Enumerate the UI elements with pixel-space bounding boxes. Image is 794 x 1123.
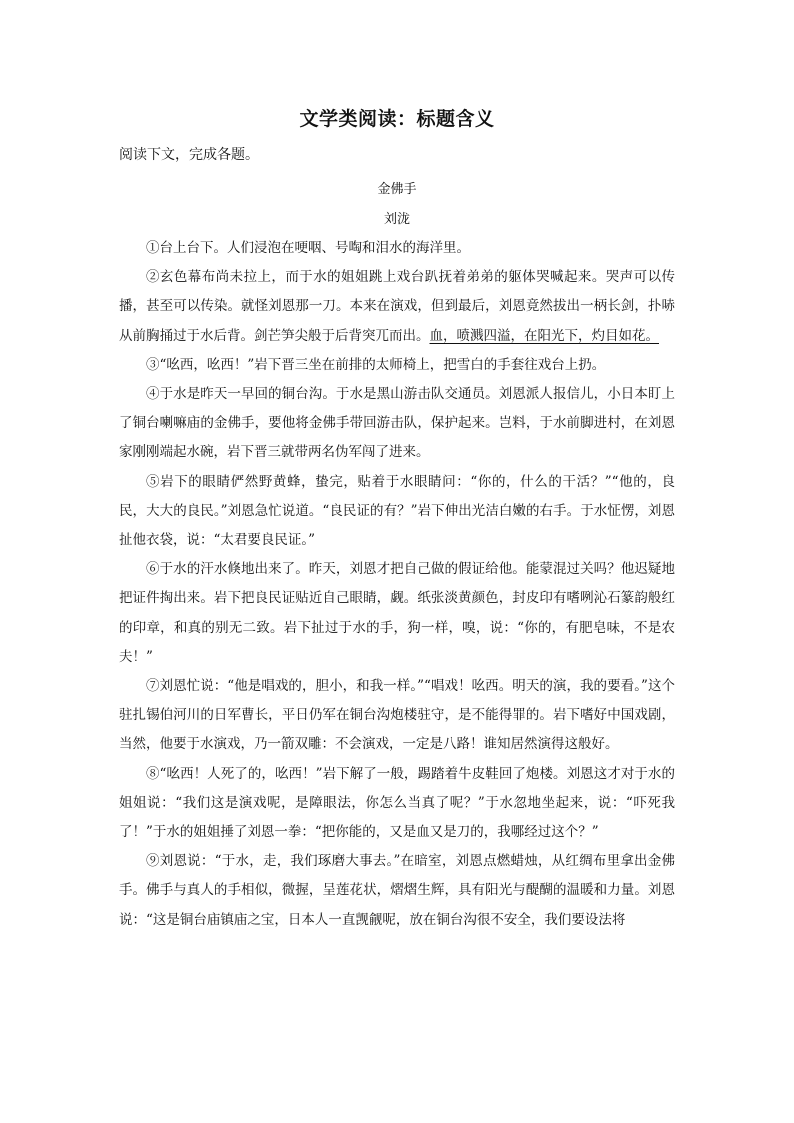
story-title: 金佛手 — [377, 182, 417, 197]
paragraph-8: ⑧“吆西！人死了的，吆西！”岩下解了一般，踢踏着牛皮鞋回了炮楼。刘恩这才对于水的姐姐说：“我们这是演戏呢，是障眼法，你怎么当真了呢？”于水忽地坐起来，说：“吓死我了！”于水的姐姐捶了刘恩一拳：“把你能的，又是血又是刀的，我哪经过这个？” — [119, 765, 675, 841]
paragraph-5: ⑤岩下的眼睛俨然野黄蜂，蛰完，贴着于水眼睛问：“你的，什么的干活？”“他的，良民，大大的良民。”刘恩急忙说道。“良民证的有？”岩下伸出光洁白嫩的右手。于水怔愣，刘恩扯他衣袋，说：“太君要良民证。” — [119, 473, 675, 549]
paragraph-6: ⑥于水的汗水倏地出来了。昨天，刘恩才把自己做的假证给他。能蒙混过关吗？他迟疑地把证件掏出来。岩下把良民证贴近自己眼睛，觑。纸张淡黄颜色，封皮印有嗜咧沁石篆韵般红的印章，和真的别无二致。岩下扯过于水的手，狗一样，嗅，说：“你的，有肥皂味，不是农夫！” — [119, 561, 675, 665]
page-title: 文学类阅读：标题含义 — [299, 108, 495, 130]
story-body — [119, 234, 675, 935]
paragraph-7: ⑦刘恩忙说：“他是唱戏的，胆小，和我一样。”“唱戏！吆西。明天的演，我的要看。”这个驻扎锡伯河川的日军曹长，平日仍军在铜台沟炮楼驻守，是不能得罪的。岩下嗜好中国戏剧，当然，他要于水演戏，乃一箭双雕：不会演戏，一定是八路！谁知居然演得这般好。 — [119, 678, 675, 753]
underlined-sentence: 血，喷溅四溢，在阳光下，灼目如花。 — [429, 327, 659, 344]
instruction-text: 阅读下文，完成各题。 — [119, 147, 259, 163]
paragraph-4: ④于水是昨天一早回的铜台沟。于水是黑山游击队交通员。刘恩派人报信儿，小日本盯上了铜台喇嘛庙的金佛手，要他将金佛手带回游击队，保护起来。岂料，于水前脚进村，在刘恩家刚刚端起水碗，岩下晋三就带两名伪军闯了进来。 — [119, 386, 675, 461]
paragraph-9: ⑨刘恩说：“于水，走，我们琢磨大事去。”在暗室，刘恩点燃蜡烛，从红绸布里拿出金佛手。佛手与真人的手相似，微握，呈莲花状，熠熠生辉，具有阳光与醍醐的温暖和力量。刘恩说：“这是铜台庙镇庙之宝，日本人一直觊觎呢，放在铜台沟很不安全，我们要设法将 — [119, 853, 675, 928]
paragraph-1: ①台上台下。人们浸泡在哽咽、号啕和泪水的海洋里。 — [146, 240, 470, 256]
paragraph-3: ③“吆西，吆西！”岩下晋三坐在前排的太师椅上，把雪白的手套往戏台上扔。 — [146, 356, 606, 373]
story-author: 刘泷 — [383, 212, 410, 227]
paragraph-2: ②玄色幕布尚未拉上，而于水的姐姐跳上戏台趴抚着弟弟的躯体哭喊起来。哭声可以传播，甚至可以传染。就怪刘恩那一刀。本来在演戏，但到最后，刘恩竟然拔出一柄长剑，扑哧从前胸捅过于水后背。剑芒笋尖般于后背突兀而出。血，喷溅四溢，在阳光下，灼目如花。 — [119, 269, 675, 344]
